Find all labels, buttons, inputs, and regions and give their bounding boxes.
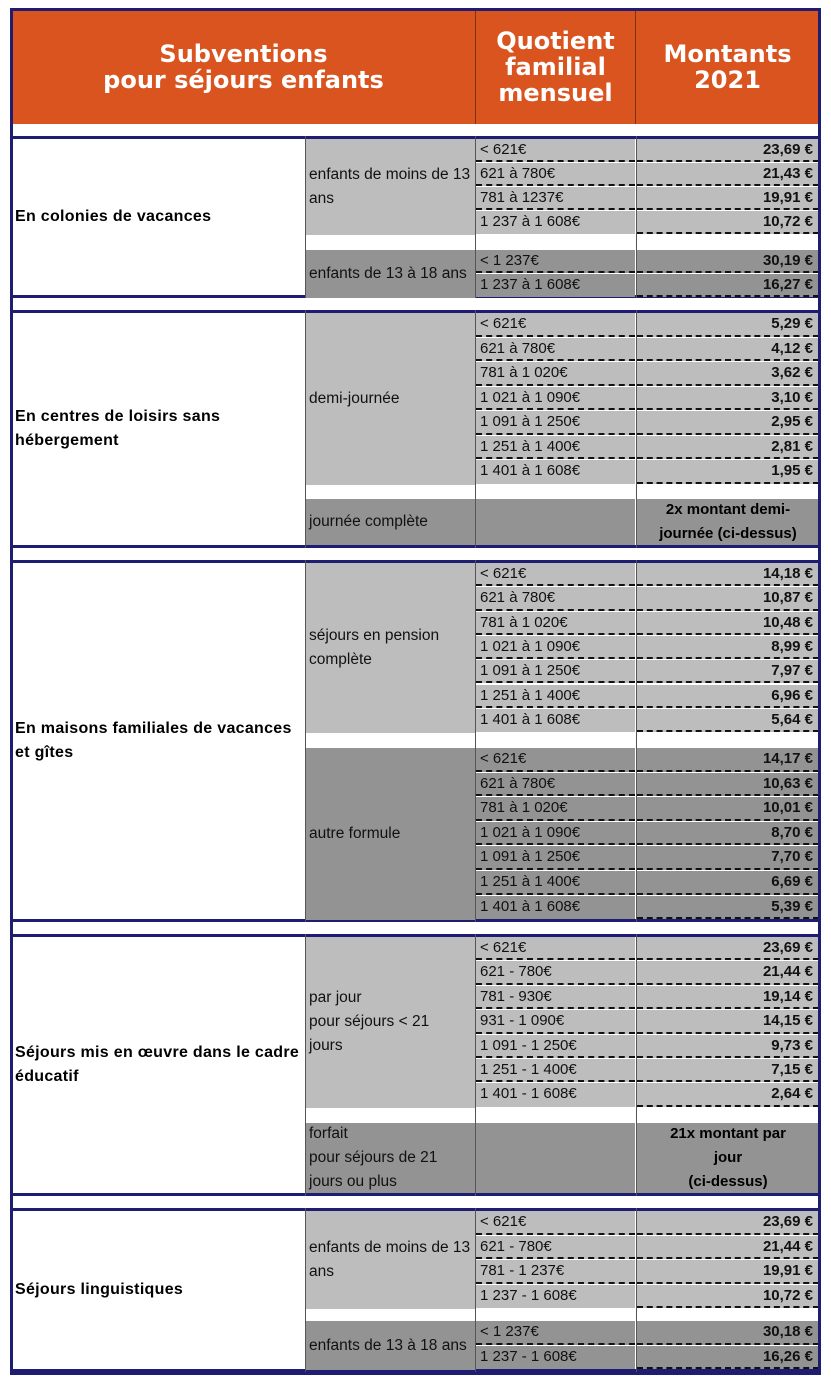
group-label: enfants de moins de 13 ans xyxy=(305,1211,475,1309)
amount-cell: 30,19 € xyxy=(637,250,819,273)
quotient-cell: 621 à 780€ xyxy=(476,338,635,362)
quotient-cell: < 621€ xyxy=(476,1211,635,1235)
amount-cell: 1,95 € xyxy=(637,460,819,484)
amount-cell: 21,44 € xyxy=(637,961,819,984)
amount-cell: 19,91 € xyxy=(637,1260,819,1284)
group-label: enfants de 13 à 18 ans xyxy=(305,250,475,298)
quotient-cell: 621 - 780€ xyxy=(476,1236,635,1260)
quotient-cell: 1 091 - 1 250€ xyxy=(476,1035,635,1058)
quotient-cell: 1 237 à 1 608€ xyxy=(476,274,635,297)
quotient-cell: 621 - 780€ xyxy=(476,961,635,984)
amount-cell: 6,69 € xyxy=(637,871,819,895)
group-label: séjours en pension complète xyxy=(305,563,475,733)
quotient-cell: 781 - 930€ xyxy=(476,986,635,1009)
amount-cell: 19,91 € xyxy=(637,187,819,210)
amount-cell: 10,63 € xyxy=(637,773,819,797)
quotient-cell: 1 021 à 1 090€ xyxy=(476,822,635,846)
amount-cell: 21,44 € xyxy=(637,1236,819,1260)
quotient-cell: 1 091 à 1 250€ xyxy=(476,411,635,435)
amount-cell: 7,70 € xyxy=(637,846,819,870)
amount-cell: 3,62 € xyxy=(637,362,819,386)
amount-cell: 14,18 € xyxy=(637,563,819,586)
quotient-cell: 1 251 à 1 400€ xyxy=(476,436,635,460)
quotient-cell: 931 - 1 090€ xyxy=(476,1010,635,1033)
quotient-cell: 1 401 à 1 608€ xyxy=(476,709,635,732)
quotient-cell: 1 237 à 1 608€ xyxy=(476,211,635,234)
amount-cell: 2,81 € xyxy=(637,436,819,460)
amount-cell: 8,99 € xyxy=(637,636,819,659)
section-label: En centres de loisirs sans hébergement xyxy=(15,408,221,449)
quotient-cell: 621 à 780€ xyxy=(476,163,635,186)
amount-cell: 23,69 € xyxy=(637,139,819,162)
section-label: En colonies de vacances xyxy=(15,208,212,225)
quotient-cell: 781 à 1 020€ xyxy=(476,362,635,386)
amount-cell: 16,27 € xyxy=(637,274,819,297)
quotient-cell: 621 à 780€ xyxy=(476,587,635,610)
amount-cell: 10,87 € xyxy=(637,587,819,610)
quotient-cell: < 621€ xyxy=(476,313,635,337)
quotient-cell: 1 091 à 1 250€ xyxy=(476,846,635,870)
quotient-cell: < 621€ xyxy=(476,937,635,960)
quotient-cell: 1 237 - 1 608€ xyxy=(476,1346,635,1370)
quotient-cell: 1 021 à 1 090€ xyxy=(476,636,635,659)
quotient-cell: < 1 237€ xyxy=(476,1321,635,1345)
quotient-cell: 1 021 à 1 090€ xyxy=(476,387,635,411)
quotient-cell: 781 à 1237€ xyxy=(476,187,635,210)
group-label: journée complète xyxy=(305,499,475,545)
amount-cell: 6,96 € xyxy=(637,685,819,708)
amount-cell: 5,39 € xyxy=(637,896,819,920)
group-label: forfait pour séjours de 21 jours ou plus xyxy=(305,1123,475,1193)
amount-cell: 2,95 € xyxy=(637,411,819,435)
amount-note: 21x montant par jour (ci-dessus) xyxy=(637,1123,819,1193)
quotient-cell: 1 251 à 1 400€ xyxy=(476,685,635,708)
group-label: autre formule xyxy=(305,748,475,920)
quotient-cell: 1 237 - 1 608€ xyxy=(476,1285,635,1309)
amount-cell: 19,14 € xyxy=(637,986,819,1009)
quotient-cell: 1 251 à 1 400€ xyxy=(476,871,635,895)
group-label: enfants de 13 à 18 ans xyxy=(305,1321,475,1370)
amount-cell: 7,15 € xyxy=(637,1059,819,1082)
group-label: enfants de moins de 13 ans xyxy=(305,139,475,235)
amount-cell: 5,29 € xyxy=(637,313,819,337)
quotient-cell: < 621€ xyxy=(476,139,635,162)
amount-cell: 4,12 € xyxy=(637,338,819,362)
amount-cell: 5,64 € xyxy=(637,709,819,732)
amount-cell: 8,70 € xyxy=(637,822,819,846)
amount-cell: 30,18 € xyxy=(637,1321,819,1345)
amount-cell: 16,26 € xyxy=(637,1346,819,1370)
quotient-cell: 1 401 à 1 608€ xyxy=(476,460,635,484)
quotient-cell: 1 251 - 1 400€ xyxy=(476,1059,635,1082)
amount-cell: 10,72 € xyxy=(637,211,819,234)
amount-cell: 9,73 € xyxy=(637,1035,819,1058)
group-label: par jour pour séjours < 21 jours xyxy=(305,937,475,1108)
amount-cell: 14,17 € xyxy=(637,748,819,772)
header-quotient: Quotient familial mensuel xyxy=(475,10,636,124)
amount-note: 2x montant demi- journée (ci-dessus) xyxy=(637,499,819,545)
header-montants: Montants 2021 xyxy=(663,40,792,94)
amount-cell: 7,97 € xyxy=(637,660,819,683)
amount-cell: 10,48 € xyxy=(637,612,819,635)
group-label: demi-journée xyxy=(305,313,475,485)
amount-cell: 23,69 € xyxy=(637,1211,819,1235)
quotient-cell: 1 401 - 1 608€ xyxy=(476,1083,635,1106)
quotient-cell: 1 091 à 1 250€ xyxy=(476,660,635,683)
quotient-cell: 781 à 1 020€ xyxy=(476,612,635,635)
amount-cell: 14,15 € xyxy=(637,1010,819,1033)
header-subventions: Subventions pour séjours enfants xyxy=(103,40,384,94)
section-label: En maisons familiales de vacances et gîtes xyxy=(15,720,292,761)
section-label: Séjours linguistiques xyxy=(15,1281,184,1298)
section-label: Séjours mis en œuvre dans le cadre éducatif xyxy=(15,1044,300,1085)
amount-cell: 2,64 € xyxy=(637,1083,819,1106)
quotient-cell: < 621€ xyxy=(476,748,635,772)
quotient-cell: < 1 237€ xyxy=(476,250,635,273)
quotient-cell: 1 401 à 1 608€ xyxy=(476,896,635,920)
amount-cell: 3,10 € xyxy=(637,387,819,411)
amount-cell: 10,72 € xyxy=(637,1285,819,1309)
quotient-cell: 781 - 1 237€ xyxy=(476,1260,635,1284)
amount-cell: 23,69 € xyxy=(637,937,819,960)
quotient-cell: < 621€ xyxy=(476,563,635,586)
amount-cell: 21,43 € xyxy=(637,163,819,186)
table-frame xyxy=(10,8,821,1375)
quotient-cell: 781 à 1 020€ xyxy=(476,797,635,821)
amount-cell: 10,01 € xyxy=(637,797,819,821)
quotient-cell: 621 à 780€ xyxy=(476,773,635,797)
